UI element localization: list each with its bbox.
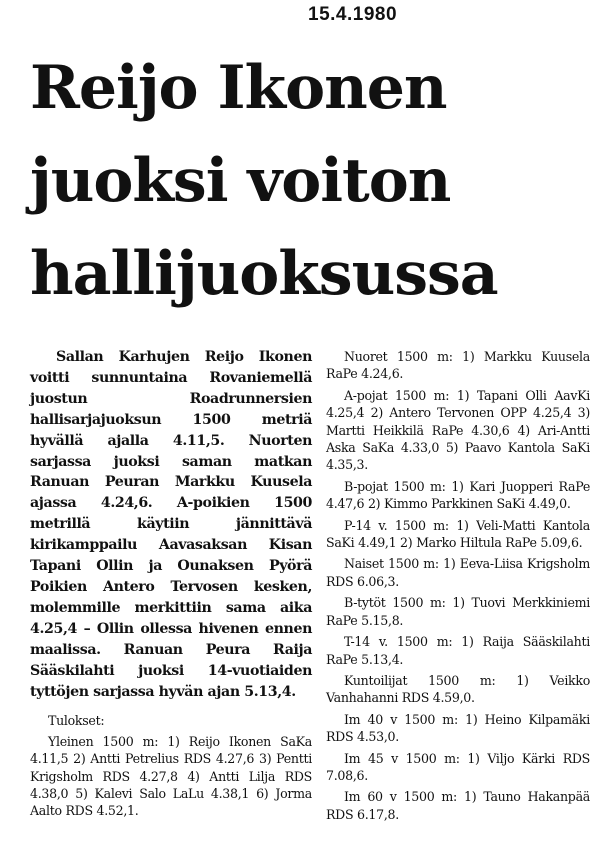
result-entry: Naiset 1500 m: 1) Eeva-Liisa Krigsholm RDS 6.06,3. bbox=[326, 556, 590, 589]
result-entry: B-tytöt 1500 m: 1) Tuovi Merkkiniemi RaPe 5.15,8. bbox=[326, 595, 590, 628]
result-entry: Nuoret 1500 m: 1) Markku Kuusela RaPe 4.24,6. bbox=[326, 349, 590, 382]
headline-line-3: hallijuoksussa bbox=[30, 239, 498, 309]
results-left bbox=[30, 712, 312, 819]
result-entry: B-pojat 1500 m: 1) Kari Juopperi RaPe 4.47,6 2) Kimmo Parkkinen SaKi 4.49,0. bbox=[326, 478, 590, 512]
headline-line-2: juoksi voiton bbox=[30, 146, 451, 216]
result-entry: Im 40 v 1500 m: 1) Heino Kilpamäki RDS 4.53,0. bbox=[326, 711, 590, 745]
headline-line-1: Reijo Ikonen bbox=[30, 53, 447, 123]
result-entry: A-pojat 1500 m: 1) Tapani Olli AavKi 4.25,4 2) Antero Tervonen OPP 4.25,4 3) Martti Heikkilä RaPe 4.30,6 4) Ari-Antti Aska SaKa 4.33,0 5) Paavo Kantola SaKi 4.35,3. bbox=[326, 387, 590, 473]
publication-date: 15.4.1980 bbox=[308, 4, 398, 25]
left-column bbox=[30, 347, 312, 824]
result-entry: Yleinen 1500 m: 1) Reijo Ikonen SaKa 4.11,5 2) Antti Petrelius RDS 4.27,6 3) Pentti Krigsholm RDS 4.27,8 4) Antti Lilja RDS 4.38,0 5) Kalevi Salo LaLu 4.38,1 6) Jorma Aalto RDS 4.52,1. bbox=[30, 733, 312, 819]
headline bbox=[30, 42, 610, 321]
lead-paragraph: Sallan Karhujen Reijo Ikonen voitti sunnuntaina Rovaniemellä juostun Roadrunnersien hallisarjajuoksun 1500 metriä hyvällä ajalla 4.11,5. Nuorten sarjassa juoksi saman matkan Ranuan Peuran Markku Kuusela ajassa 4.24,6. A-poikien 1500 metrillä käytiin jännittävä kirikamppailu Aavasaksan Kisan Tapani Ollin ja Ounaksen Pyörä Poikien Antero Tervosen kesken, molemmille merkittiin sama aika 4.25,4 – Ollin ollessa hivenen ennen maalissa. Ranuan Peura Raija Sääskilahti juoksi 14-vuotiaiden tyttöjen sarjassa hyvän ajan 5.13,4. bbox=[30, 349, 312, 700]
results-label: Tulokset: bbox=[48, 713, 105, 729]
result-entry: T-14 v. 1500 m: 1) Raija Sääskilahti RaPe 5.13,4. bbox=[326, 634, 590, 667]
result-entry: Kuntoilijat 1500 m: 1) Veikko Vanhahanni RDS 4.59,0. bbox=[326, 672, 590, 706]
result-entry: P-14 v. 1500 m: 1) Veli-Matti Kantola SaKi 4.49,1 2) Marko Hiltula RaPe 5.09,6. bbox=[326, 517, 590, 551]
result-entry: Im 60 v 1500 m: 1) Tauno Hakanpää RDS 6.17,8. bbox=[326, 789, 590, 822]
result-entry: Im 45 v 1500 m: 1) Viljo Kärki RDS 7.08,6. bbox=[326, 750, 590, 783]
right-column bbox=[326, 348, 590, 827]
